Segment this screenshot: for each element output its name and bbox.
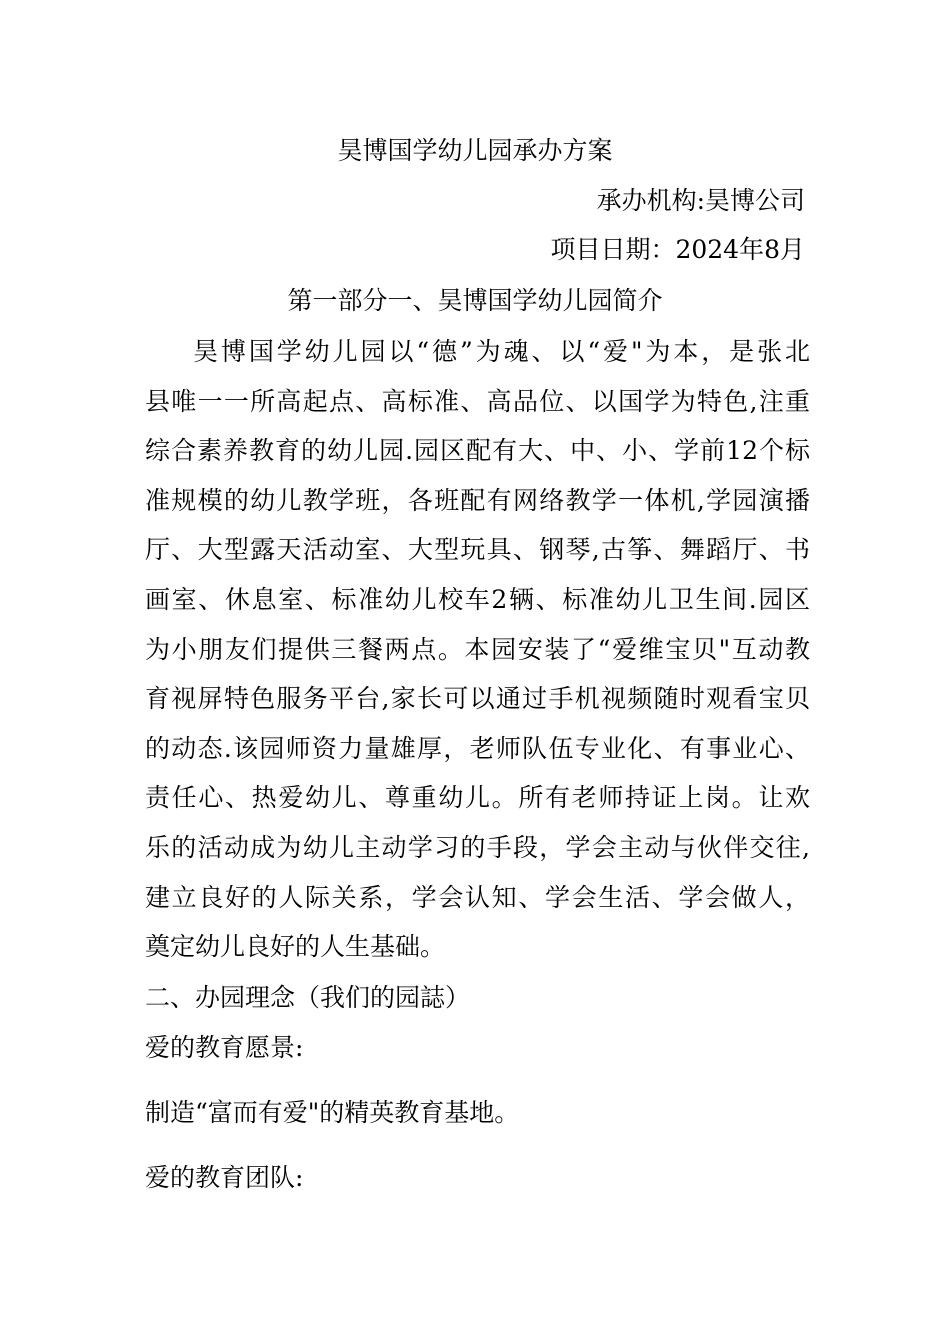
intro-line: 昊博国学幼儿园以“德”为魂、以“爱"为本，是张北 <box>193 337 810 366</box>
section2-heading: 二、办园理念（我们的园誌） <box>145 983 471 1012</box>
intro-paragraph <box>145 334 810 979</box>
intro-line: 县唯一一所高起点、高标准、高品位、以国学为特色,注重 <box>145 386 810 416</box>
intro-line: 育视屏特色服务平台,家长可以通过手机视频随时观看宝贝 <box>145 684 810 714</box>
intro-line: 综合素养教育的幼儿园.园区配有大、中、小、学前12个标 <box>145 436 810 466</box>
intro-line: 为小朋友们提供三餐两点。本园安装了“爱维宝贝"互动教 <box>145 634 810 664</box>
document-title: 昊博国学幼儿园承办方案 <box>337 136 613 165</box>
team-label: 爱的教育团队: <box>145 1163 304 1192</box>
vision-text: 制造“富而有爱"的精英教育基地。 <box>145 1098 520 1127</box>
intro-line: 画室、休息室、标准幼儿校车2辆、标准幼儿卫生间.园区 <box>145 584 810 614</box>
section1-heading: 第一部分一、昊博国学幼儿园简介 <box>287 286 663 315</box>
intro-line: 准规模的幼儿教学班，各班配有网络教学一体机,学园演播 <box>145 485 810 515</box>
intro-line: 责任心、热爱幼儿、尊重幼儿。所有老师持证上岗。让欢 <box>145 783 810 813</box>
organizer-line: 承办机构:昊博公司 <box>596 186 805 215</box>
project-date-line: 项目日期：2024年8月 <box>550 235 805 264</box>
intro-line: 厅、大型露天活动室、大型玩具、钢琴,古筝、舞蹈厅、书 <box>145 535 810 565</box>
intro-line: 建立良好的人际关系，学会认知、学会生活、学会做人， <box>145 882 810 912</box>
intro-line: 的动态.该园师资力量雄厚，老师队伍专业化、有事业心、 <box>145 733 810 763</box>
vision-label: 爱的教育愿景: <box>145 1033 304 1062</box>
intro-line: 奠定幼儿良好的人生基础。 <box>145 932 446 962</box>
intro-line: 乐的活动成为幼儿主动学习的手段，学会主动与伙伴交往, <box>145 832 810 862</box>
